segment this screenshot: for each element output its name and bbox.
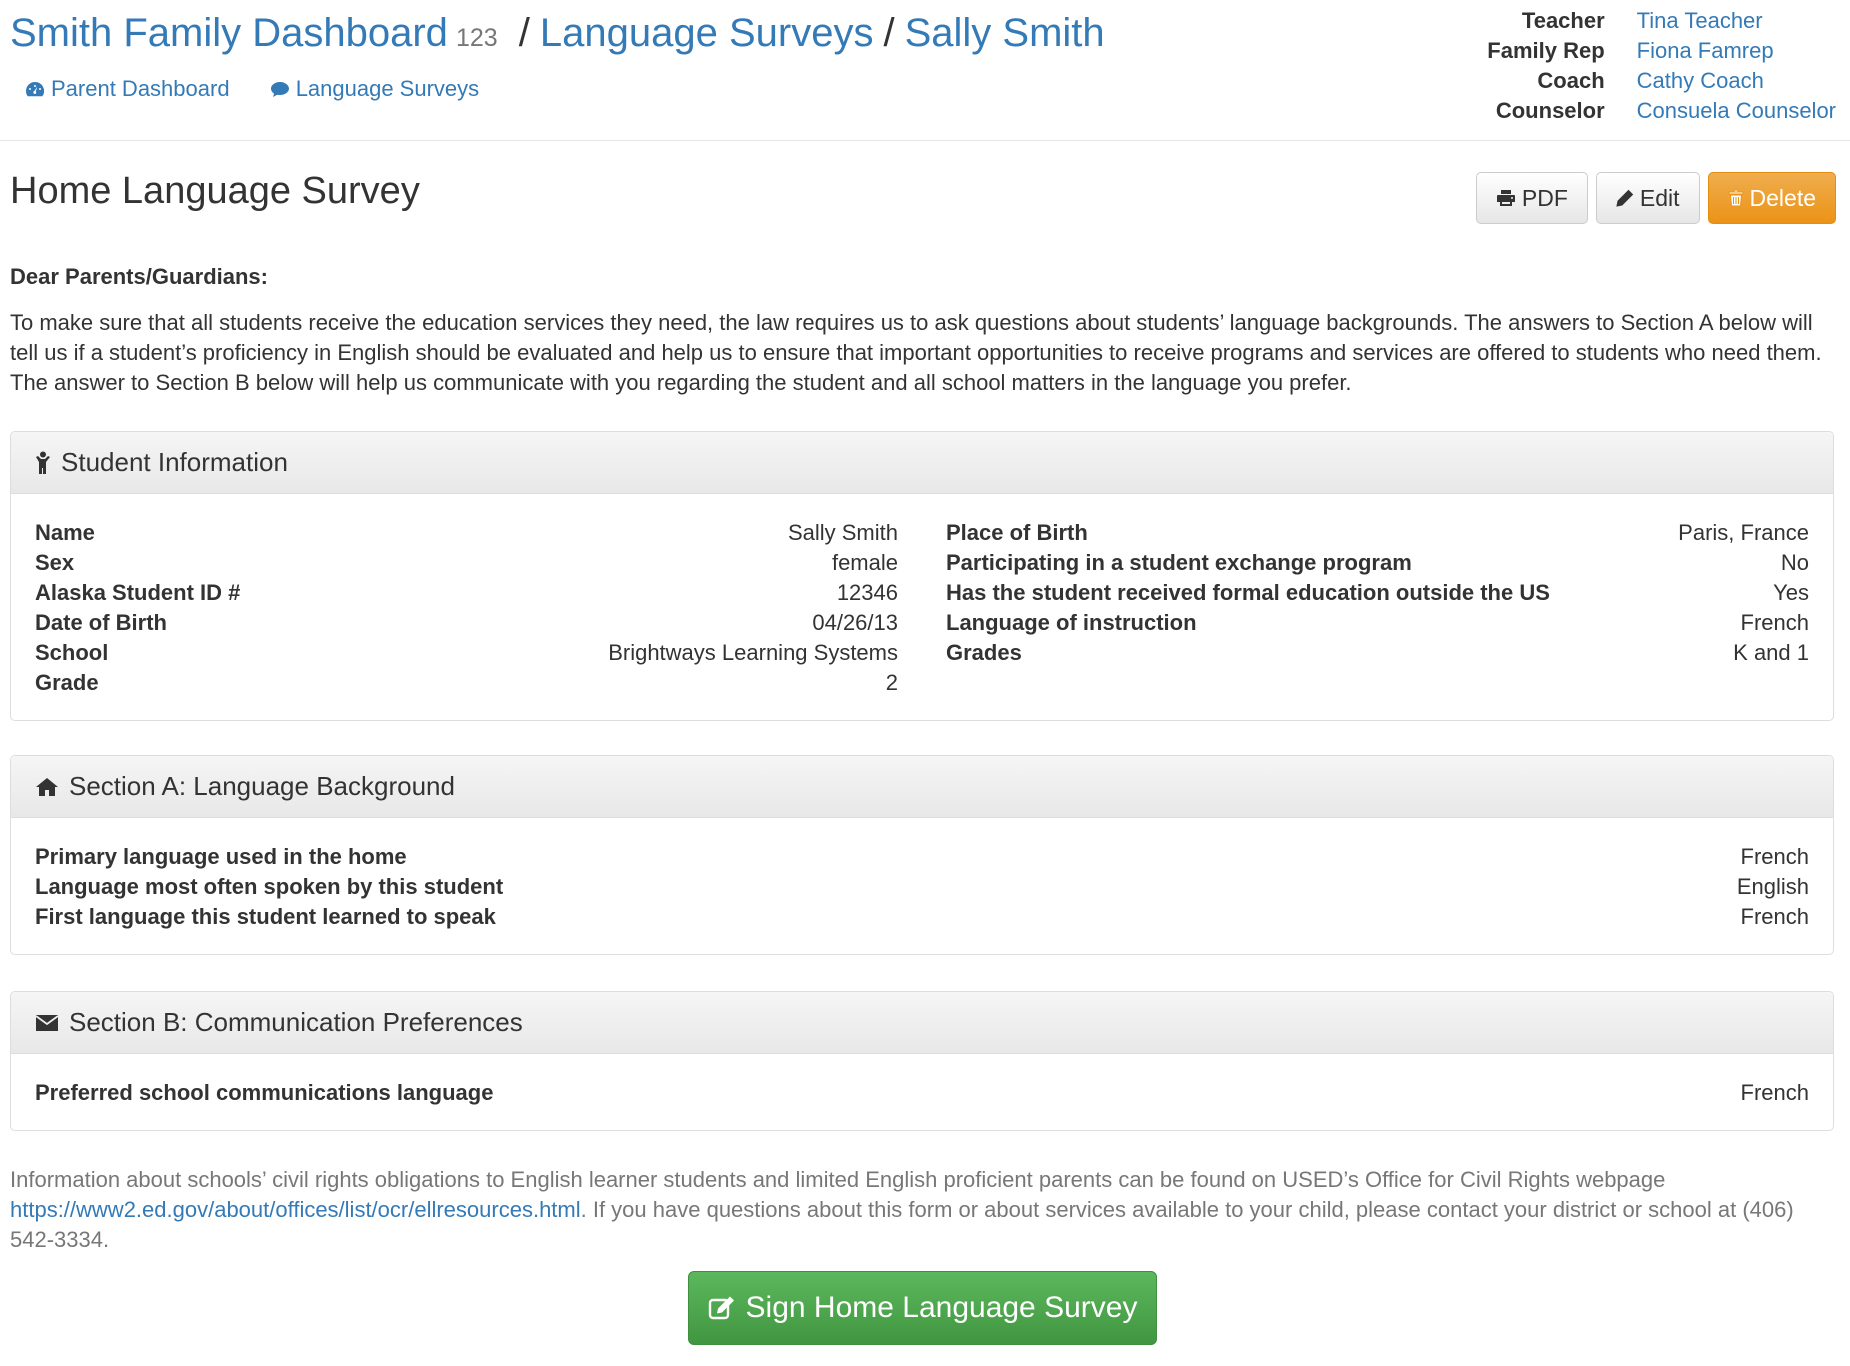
staff-role-coach: Coach — [1537, 68, 1605, 93]
row-label: Primary language used in the home — [35, 844, 407, 869]
staff-coach-link[interactable]: Cathy Coach — [1636, 68, 1764, 93]
survey-intro — [10, 262, 1840, 398]
edit-icon — [708, 1295, 736, 1321]
delete-label: Delete — [1749, 184, 1816, 211]
survey-actions — [1476, 172, 1836, 224]
info-row-school — [35, 638, 898, 668]
staff-contacts — [1487, 6, 1836, 126]
student-info-right-column — [946, 518, 1809, 698]
info-label: Date of Birth — [35, 610, 167, 635]
language-surveys-link[interactable] — [270, 76, 479, 102]
info-label: Alaska Student ID # — [35, 580, 241, 605]
info-row-student-id — [35, 578, 898, 608]
note-text: . If you have questions about this form or about services available to your child, please contact your district or school at (406) 542-3334. — [10, 1197, 1794, 1252]
row-value: French — [1740, 1080, 1809, 1105]
section-a-body — [11, 818, 1833, 954]
info-value: female — [831, 550, 898, 575]
info-label: Grades — [946, 640, 1022, 665]
panel-title: Student Information — [61, 447, 288, 477]
envelope-icon — [35, 1014, 59, 1032]
info-value: 2 — [885, 670, 898, 695]
panel-heading — [11, 432, 1833, 494]
intro-paragraph: To make sure that all students receive the education services they need, the law requires us to ask questions about students’ language backgrounds. The answers to Section A below will tell us if a student’s proficiency in English should be evaluated and help us to ensure that important opportunities to receive programs and services are offered to students who need them. The answer to Section B below will help us communicate with you regarding the student and all school matters in the language you prefer. — [10, 310, 1822, 395]
section-b-row — [35, 1078, 1809, 1108]
info-value: 04/26/13 — [812, 610, 898, 635]
info-row-exchange — [946, 548, 1809, 578]
sign-survey-button[interactable] — [688, 1271, 1157, 1345]
info-value: Brightways Learning Systems — [608, 640, 898, 665]
breadcrumb-student[interactable]: Sally Smith — [904, 11, 1105, 55]
info-value: 12346 — [836, 580, 898, 605]
info-label: Has the student received formal education outside the US — [946, 580, 1550, 605]
section-a-panel — [10, 755, 1834, 955]
staff-role-family-rep: Family Rep — [1487, 38, 1605, 63]
panel-title: Section A: Language Background — [69, 771, 455, 801]
student-information-panel — [10, 431, 1834, 721]
breadcrumb-separator: / — [883, 11, 895, 55]
language-surveys-label: Language Surveys — [295, 76, 480, 101]
info-row-grade — [35, 668, 898, 698]
child-icon — [35, 451, 51, 475]
delete-button[interactable] — [1708, 172, 1836, 224]
row-label: Language most often spoken by this student — [35, 874, 504, 899]
pdf-button[interactable] — [1476, 172, 1588, 224]
info-value: Paris, France — [1678, 520, 1809, 545]
info-label: School — [35, 640, 109, 665]
info-row-language-instruction — [946, 608, 1809, 638]
edit-label: Edit — [1639, 184, 1680, 211]
parent-dashboard-label: Parent Dashboard — [51, 76, 230, 101]
staff-role-teacher: Teacher — [1521, 8, 1605, 33]
student-info-body — [11, 494, 1833, 720]
row-label: Preferred school communications language — [35, 1080, 494, 1105]
info-row-name — [35, 518, 898, 548]
row-value: French — [1740, 844, 1809, 869]
row-value: French — [1740, 904, 1809, 929]
parent-dashboard-link[interactable] — [25, 76, 230, 102]
info-label: Place of Birth — [946, 520, 1088, 545]
breadcrumb-family-dashboard[interactable]: Smith Family Dashboard — [10, 11, 448, 55]
print-icon — [1496, 189, 1516, 207]
section-b-panel — [10, 991, 1834, 1131]
info-label: Grade — [35, 670, 99, 695]
note-text: Information about schools’ civil rights obligations to English learner students and limited English proficient parents can be found on USED’s Office for Civil Rights webpage — [10, 1167, 1666, 1192]
staff-teacher-link[interactable]: Tina Teacher — [1636, 8, 1763, 33]
civil-rights-note — [10, 1165, 1840, 1255]
salutation: Dear Parents/Guardians: — [10, 264, 268, 289]
info-row-place-of-birth — [946, 518, 1809, 548]
home-icon — [35, 777, 59, 797]
info-label: Language of instruction — [946, 610, 1197, 635]
panel-heading — [11, 992, 1833, 1054]
comment-icon — [270, 80, 290, 98]
staff-role-counselor: Counselor — [1495, 98, 1605, 123]
ocr-resources-link[interactable]: https://www2.ed.gov/about/offices/list/ocr/ellresources.html — [10, 1197, 581, 1222]
info-value: K and 1 — [1733, 640, 1809, 665]
panel-heading — [11, 756, 1833, 818]
breadcrumb-language-surveys[interactable]: Language Surveys — [539, 11, 874, 55]
sign-button-label: Sign Home Language Survey — [745, 1291, 1138, 1324]
breadcrumb — [10, 8, 1105, 63]
row-value: English — [1736, 874, 1809, 899]
family-id: 123 — [455, 24, 498, 52]
staff-family-rep-link[interactable]: Fiona Famrep — [1636, 38, 1774, 63]
dashboard-icon — [25, 80, 45, 98]
panel-title: Section B: Communication Preferences — [69, 1007, 523, 1037]
info-row-formal-education — [946, 578, 1809, 608]
info-value: No — [1780, 550, 1809, 575]
page-header — [0, 0, 1850, 141]
info-value: Yes — [1773, 580, 1809, 605]
info-label: Name — [35, 520, 95, 545]
info-label: Participating in a student exchange program — [946, 550, 1412, 575]
trash-icon — [1728, 189, 1744, 207]
info-value: Sally Smith — [787, 520, 898, 545]
info-row-dob — [35, 608, 898, 638]
pdf-label: PDF — [1521, 184, 1568, 211]
section-a-row — [35, 902, 1809, 932]
section-a-row — [35, 842, 1809, 872]
edit-button[interactable] — [1596, 172, 1700, 224]
info-row-grades — [946, 638, 1809, 668]
info-row-sex — [35, 548, 898, 578]
student-info-left-column — [35, 518, 898, 698]
section-b-body — [11, 1054, 1833, 1130]
info-value: French — [1740, 610, 1809, 635]
section-a-row — [35, 872, 1809, 902]
page-title: Home Language Survey — [10, 170, 420, 212]
staff-counselor-link[interactable]: Consuela Counselor — [1636, 98, 1836, 123]
pencil-icon — [1616, 189, 1634, 207]
info-label: Sex — [35, 550, 75, 575]
breadcrumb-separator: / — [518, 11, 530, 55]
row-label: First language this student learned to speak — [35, 904, 496, 929]
sub-navigation — [25, 76, 513, 104]
